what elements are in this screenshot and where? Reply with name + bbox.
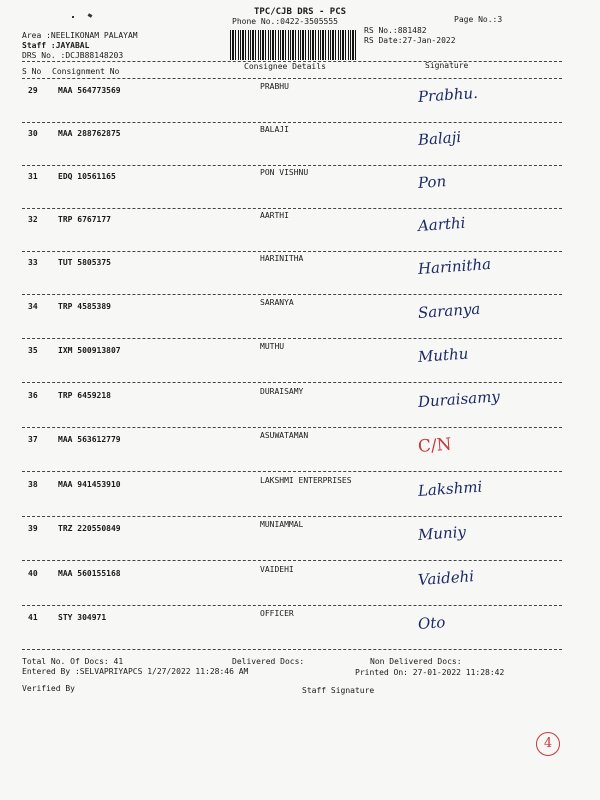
table-row (22, 387, 562, 429)
row-divider (22, 516, 562, 517)
column-header-sno: S No (22, 67, 42, 76)
row-consignment: EDQ 10561165 (58, 172, 116, 181)
column-header-consignment: Consignment No (52, 67, 120, 76)
row-signature: Oto (417, 613, 446, 633)
row-sno: 36 (28, 391, 38, 400)
row-sno: 29 (28, 86, 38, 95)
table-row (22, 168, 562, 210)
row-sno: 33 (28, 258, 38, 267)
row-consignment: MAA 560155168 (58, 569, 121, 578)
row-consignment: TRP 6459218 (58, 391, 111, 400)
row-divider (22, 605, 562, 606)
row-consignment: TRP 4585389 (58, 302, 111, 311)
non-delivered-docs: Non Delivered Docs: (370, 657, 462, 666)
row-consignee: MUTHU (260, 342, 285, 351)
row-consignee: OFFICER (260, 609, 294, 618)
column-header-signature: Signature (425, 61, 469, 70)
row-sno: 35 (28, 346, 38, 355)
row-signature: Lakshmi (417, 477, 483, 500)
row-signature: C/N (417, 434, 453, 457)
row-consignee: SARANYA (260, 298, 294, 307)
row-divider (22, 165, 562, 166)
row-consignee: ASUWATAMAN (260, 431, 309, 440)
rs-number: RS No.:881482 (364, 26, 427, 35)
row-consignee: AARTHI (260, 211, 289, 220)
table-row (22, 565, 562, 607)
phone-number: Phone No.:0422-3505555 (232, 17, 338, 26)
row-divider (22, 560, 562, 561)
row-divider (22, 294, 562, 295)
header-divider (22, 78, 562, 79)
row-signature: Saranya (417, 299, 481, 322)
table-row (22, 82, 562, 124)
row-divider (22, 122, 562, 123)
printed-on: Printed On: 27-01-2022 11:28:42 (355, 668, 505, 677)
row-consignment: MAA 563612779 (58, 435, 121, 444)
row-signature: Harinitha (417, 254, 492, 278)
row-sno: 37 (28, 435, 38, 444)
row-sno: 41 (28, 613, 38, 622)
barcode-image (230, 30, 358, 60)
table-row (22, 254, 562, 296)
row-divider (22, 251, 562, 252)
table-row (22, 298, 562, 340)
table-row (22, 520, 562, 562)
column-header-consignee: Consignee Details (244, 62, 326, 71)
handwritten-page-mark: 4 (536, 732, 560, 756)
row-consignment: TRZ 220550849 (58, 524, 121, 533)
row-consignee: HARINITHA (260, 254, 304, 263)
row-signature: Pon (417, 172, 447, 192)
table-row (22, 609, 562, 651)
row-consignee: PON VISHNU (260, 168, 309, 177)
row-consignment: TRP 6767177 (58, 215, 111, 224)
row-consignee: VAIDEHI (260, 565, 294, 574)
area-label: Area :NEELIKONAM PALAYAM (22, 31, 138, 40)
row-consignee: LAKSHMI ENTERPRISES (260, 476, 352, 485)
row-divider (22, 649, 562, 650)
rs-date: RS Date:27-Jan-2022 (364, 36, 456, 45)
drs-number: DRS No. :DCJB88148203 (22, 51, 124, 60)
row-consignee: DURAISAMY (260, 387, 304, 396)
verified-by: Verified By (22, 684, 75, 693)
row-consignment: MAA 941453910 (58, 480, 121, 489)
row-divider (22, 382, 562, 383)
row-divider (22, 338, 562, 339)
row-sno: 31 (28, 172, 38, 181)
row-divider (22, 427, 562, 428)
delivered-docs: Delivered Docs: (232, 657, 305, 666)
staff-signature: Staff Signature (302, 686, 375, 695)
row-consignment: TUT 5805375 (58, 258, 111, 267)
row-consignee: BALAJI (260, 125, 289, 134)
table-row (22, 342, 562, 384)
row-sno: 40 (28, 569, 38, 578)
row-signature: Aarthi (417, 213, 466, 235)
row-sno: 30 (28, 129, 38, 138)
staff-label: Staff :JAYABAL (22, 41, 90, 50)
table-row (22, 125, 562, 167)
table-row (22, 211, 562, 253)
entered-by: Entered By :SELVAPRIYAPCS 1/27/2022 11:28:46 AM (22, 667, 249, 676)
table-row (22, 431, 562, 473)
row-sno: 34 (28, 302, 38, 311)
row-sno: 39 (28, 524, 38, 533)
row-signature: Vaidehi (417, 567, 475, 589)
row-signature: Muthu (417, 344, 469, 366)
row-sno: 38 (28, 480, 38, 489)
total-docs: Total No. Of Docs: 41 (22, 657, 124, 666)
row-signature: Balaji (417, 128, 462, 149)
row-consignment: MAA 288762875 (58, 129, 121, 138)
row-signature: Duraisamy (417, 387, 501, 411)
document-title: TPC/CJB DRS - PCS (253, 7, 347, 17)
row-consignment: STY 304971 (58, 613, 107, 622)
row-signature: Prabhu. (417, 83, 479, 106)
row-sno: 32 (28, 215, 38, 224)
row-divider (22, 471, 562, 472)
row-consignment: MAA 564773569 (58, 86, 121, 95)
row-consignee: MUNIAMMAL (260, 520, 304, 529)
row-divider (22, 208, 562, 209)
table-row (22, 476, 562, 518)
row-signature: Muniy (417, 522, 467, 544)
row-consignment: IXM 500913807 (58, 346, 121, 355)
row-consignee: PRABHU (260, 82, 289, 91)
page-number: Page No.:3 (454, 15, 503, 24)
